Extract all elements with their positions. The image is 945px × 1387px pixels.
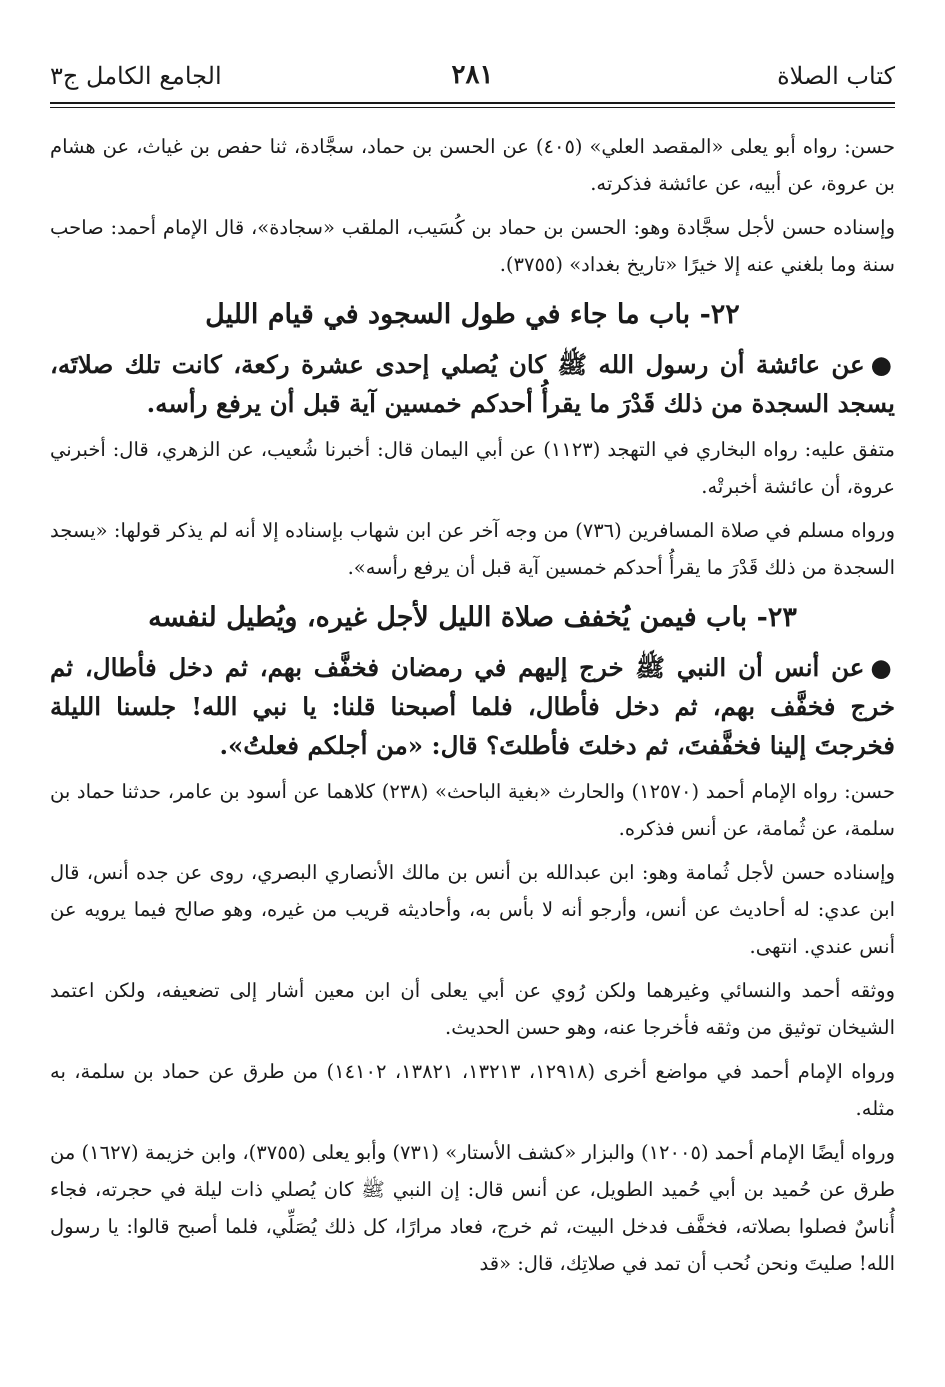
- takhrij-note: وإسناده حسن لأجل سجَّادة وهو: الحسن بن حماد بن كُسَيب، الملقب «سجادة»، قال الإمام أحمد: صاحب سنة وما بلغني عنه إلا خيرًا «تاريخ بغداد» (٣٧٥٥).: [50, 216, 895, 276]
- running-header: [50, 58, 895, 104]
- hadith-body: عن عائشة أن رسول الله ﷺ كان يُصلي إحدى عشرة ركعة، كانت تلك صلاتَه، يسجد السجدة من ذلك قَدْرَ ما يقرأُ أحدكم خمسين آية قبل أن يرفع رأسه.: [50, 350, 895, 418]
- hadith-body: عن أنس أن النبي ﷺ خرج إليهم في رمضان فخفَّف بهم، ثم دخل فأطال، ثم خرج فخفَّف بهم، ثم دخل فأطال، فلما أصبحنا قلنا: يا نبي الله! جلسنا الليلة فخرجتَ إلينا فخفَّفتَ، ثم دخلتَ فأطلتَ؟ قال: «من أجلكم فعلتُ».: [50, 653, 895, 760]
- takhrij-note: ورواه أيضًا الإمام أحمد (١٢٠٠٥) والبزار «كشف الأستار» (٧٣١) وأبو يعلى (٣٧٥٥)، وابن خزيمة (١٦٢٧) من طرق عن حُميد بن أبي حُميد الطويل، عن أنس قال: إن النبي ﷺ كان يُصلي ذات ليلة في حجرته، فجاء أُناسٌ فصلوا بصلاته، فخفَّف فدخل البيت، ثم خرج، فعاد مرارًا، كل ذلك يُصَلِّي، فلما أصبح قالوا: يا رسول الله! صليتَ ونحن نُحب أن تمد في صلاتِك، قال: «قد: [50, 1141, 895, 1275]
- bullet-icon: ●: [870, 350, 895, 379]
- hadith-text: [50, 345, 895, 423]
- page-body: [50, 104, 895, 1282]
- takhrij-note: ورواه مسلم في صلاة المسافرين (٧٣٦) من وجه آخر عن ابن شهاب بإسناده إلا أنه لم يذكر قولها: «يسجد السجدة من ذلك قَدْرَ ما يقرأُ أحدكم خمسين آية قبل أن يرفع رأسه».: [50, 519, 895, 579]
- takhrij-note: ووثقه أحمد والنسائي وغيرهما ولكن رُوي عن أبي يعلى أن ابن معين أشار إلى تضعيفه، ولكن اعتمد الشيخان توثيق من وثقه فأخرجا عنه، وهو حسن الحديث.: [50, 979, 895, 1039]
- page-number: ٢٨١: [451, 60, 494, 90]
- takhrij-note: متفق عليه: رواه البخاري في التهجد (١١٢٣) عن أبي اليمان قال: أخبرنا شُعيب، عن الزهري، قال: أخبرني عروة، أن عائشة أخبرتْه.: [50, 438, 896, 498]
- chapter-title: كتاب الصلاة: [777, 62, 895, 90]
- section-heading: ٢٢- باب ما جاء في طول السجود في قيام الليل: [205, 299, 740, 330]
- book-title: الجامع الكامل ج٣: [50, 62, 222, 90]
- hadith-text: [50, 648, 895, 765]
- takhrij-note: ورواه الإمام أحمد في مواضع أخرى (١٢٩١٨، ١٣٢١٣، ١٣٨٢١، ١٤١٠٢) من طرق عن حماد بن سلمة، به مثله.: [50, 1060, 895, 1120]
- takhrij-note: حسن: رواه الإمام أحمد (١٢٥٧٠) والحارث «بغية الباحث» (٢٣٨) كلاهما عن أسود بن عامر، حدثنا حماد بن سلمة، عن ثُمامة، عن أنس فذكره.: [50, 780, 895, 840]
- takhrij-note: وإسناده حسن لأجل ثُمامة وهو: ابن عبدالله بن أنس بن مالك الأنصاري البصري، روى عن جده أنس، قال ابن عدي: له أحاديث عن أنس، وأرجو أنه لا بأس به، وأحاديثه قريب من غيره، وهو صالح فيما يرويه عن أنس عندي. انتهى.: [50, 861, 895, 958]
- bullet-icon: ●: [870, 653, 895, 682]
- takhrij-note: حسن: رواه أبو يعلى «المقصد العلي» (٤٠٥) عن الحسن بن حماد، سجَّادة، ثنا حفص بن غياث، عن هشام بن عروة، عن أبيه، عن عائشة فذكرته.: [50, 135, 896, 195]
- section-heading: ٢٣- باب فيمن يُخفف صلاة الليل لأجل غيره، ويُطيل لنفسه: [148, 602, 797, 633]
